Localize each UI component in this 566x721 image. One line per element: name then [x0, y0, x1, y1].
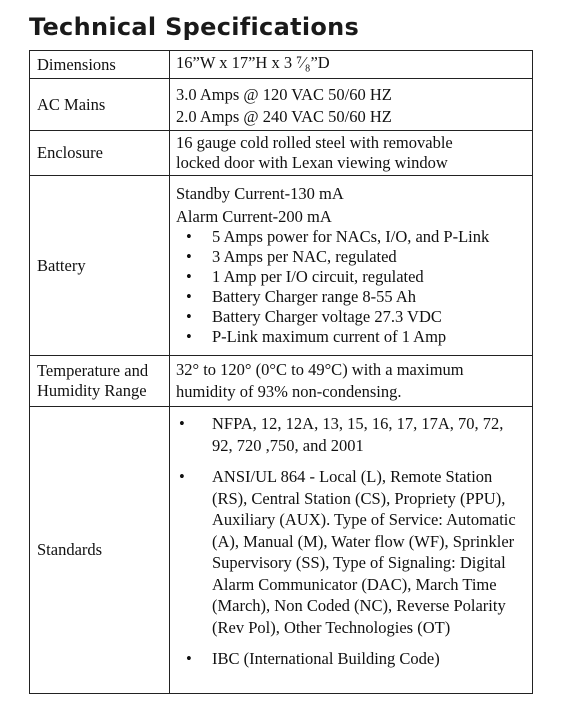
list-item: • P-Link maximum current of 1 Amp — [176, 327, 526, 347]
table-row — [30, 176, 533, 356]
row-label-temperature-humidity — [30, 356, 170, 407]
value-line: 16”W x 17”H x 3 ⁷⁄₈”D — [176, 53, 330, 72]
row-label-ac-mains: AC Mains — [30, 79, 170, 131]
list-item: • 3 Amps per NAC, regulated — [176, 247, 526, 267]
table-row — [30, 407, 533, 694]
list-item: • ANSI/UL 864 - Local (L), Remote Station (RS), Central Station (CS), Propriety (PPU), Auxiliary (AUX). Type of Service: Automatic (A), Manual (M), Water flow (WF), Sprinkler Supervisory (SS), Type of Signaling: Digital Alarm Communicator (DAC), March Time (March), Non Coded (NC), Reverse Polarity (Rev Pol), Other Technologies (OT) — [176, 466, 528, 638]
table-row — [30, 356, 533, 407]
row-value-battery — [170, 176, 533, 356]
page-title: Technical Specifications — [29, 13, 360, 41]
value-line: 16 gauge cold rolled steel with removable — [176, 133, 453, 152]
table-row — [30, 51, 533, 79]
battery-bullet-list — [176, 227, 526, 347]
row-value-ac-mains — [170, 79, 533, 131]
standards-bullet-list — [176, 413, 528, 670]
value-line: Standby Current-130 mA — [176, 184, 344, 203]
row-label-battery: Battery — [30, 176, 170, 356]
row-value-temperature-humidity — [170, 356, 533, 407]
value-line: locked door with Lexan viewing window — [176, 153, 448, 172]
list-item: • 1 Amp per I/O circuit, regulated — [176, 267, 526, 287]
table-row — [30, 131, 533, 176]
list-item: • IBC (International Building Code) — [176, 648, 528, 670]
list-item: • 5 Amps power for NACs, I/O, and P-Link — [176, 227, 526, 247]
table-row — [30, 79, 533, 131]
label-line: Humidity Range — [37, 381, 147, 400]
value-line: 2.0 Amps @ 240 VAC 50/60 HZ — [176, 107, 392, 126]
row-value-standards — [170, 407, 533, 694]
value-line: 3.0 Amps @ 120 VAC 50/60 HZ — [176, 85, 392, 104]
list-item: • Battery Charger voltage 27.3 VDC — [176, 307, 526, 327]
value-line: humidity of 93% non-condensing. — [176, 382, 402, 401]
list-item: • Battery Charger range 8-55 Ah — [176, 287, 526, 307]
row-label-enclosure: Enclosure — [30, 131, 170, 176]
row-label-dimensions: Dimensions — [30, 51, 170, 79]
label-line: Temperature and — [37, 361, 149, 380]
row-value-dimensions — [170, 51, 533, 79]
row-label-standards: Standards — [30, 407, 170, 694]
list-item: • NFPA, 12, 12A, 13, 15, 16, 17, 17A, 70, 72, 92, 720 ,750, and 2001 — [176, 413, 528, 456]
value-line: Alarm Current-200 mA — [176, 207, 332, 226]
row-value-enclosure — [170, 131, 533, 176]
specifications-table — [29, 50, 533, 694]
value-line: 32° to 120° (0°C to 49°C) with a maximum — [176, 360, 464, 379]
